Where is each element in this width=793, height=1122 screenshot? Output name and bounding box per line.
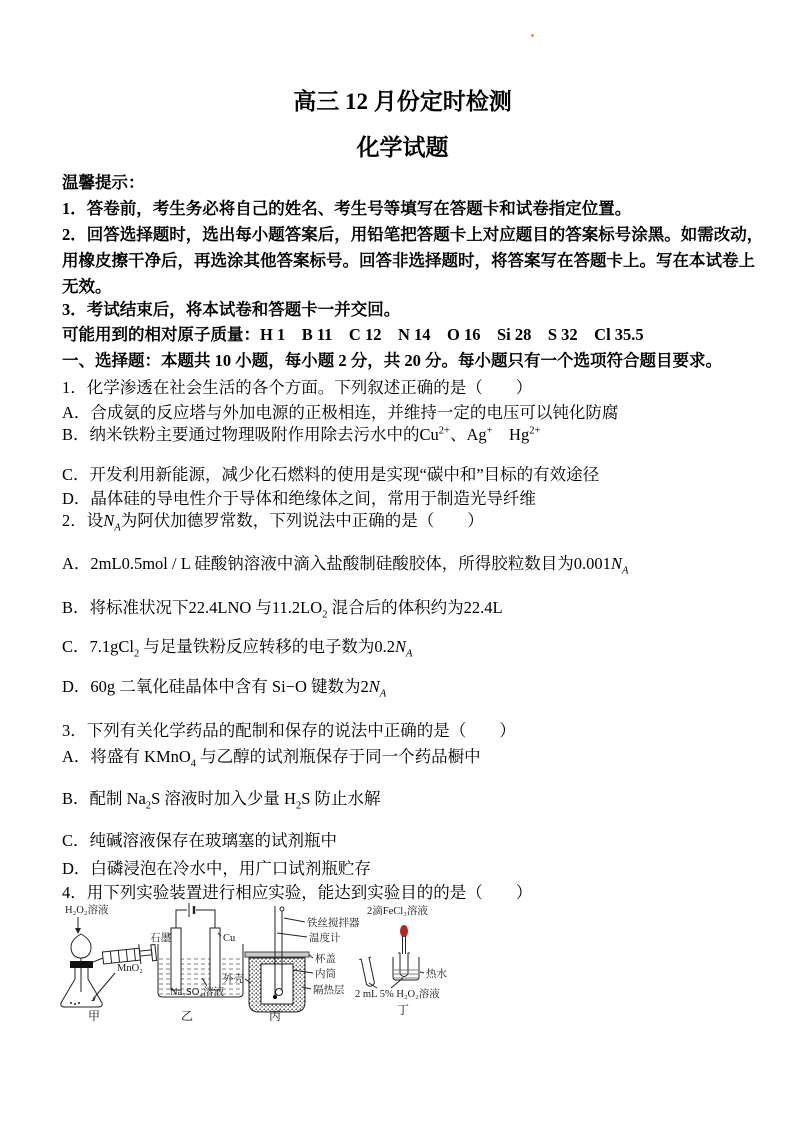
ding-inner-test-tube: [398, 953, 410, 977]
exam-title: 高三 12 月份定时检测: [293, 89, 512, 114]
ding-left-test-tube: [359, 957, 377, 987]
jia-funnel-bulb: [71, 934, 91, 958]
apparatus-jia-diagram: [61, 903, 157, 1023]
bing-inner-cup: [261, 964, 293, 1004]
question-2-option-d: D．60g 二氧化硅晶体中含有 Si−O 键数为$2N_A$: [62, 677, 387, 700]
bing-thermometer-label: 温度计: [309, 933, 341, 944]
question-3-stem: 3．下列有关化学药品的配制和保存的说法中正确的是（ ）: [62, 721, 516, 740]
ding-beaker: [393, 957, 419, 980]
yi-copper-electrode: [210, 928, 220, 990]
section-1-header: 一、选择题：本题共 10 小题，每小题 2 分，共 20 分。每小题只有一个选项符合题目要求。: [62, 351, 722, 370]
notice-item-1: 1．答卷前，考生务必将自己的姓名、考生号等填写在答题卡和试卷指定位置。: [62, 199, 632, 218]
apparatus-bing-diagram: [223, 906, 360, 1023]
jia-reagent-label: H₂O₂溶液: [65, 905, 109, 916]
atomic-masses-line: 可能用到的相对原子质量：H 1 B 11 C 12 N 14 O 16 Si 28 S 32 Cl 35.5: [62, 325, 644, 344]
notice-item-3: 3．考试结束后，将本试卷和答题卡一并交回。: [62, 300, 401, 319]
question-2-option-c: C．7.1gCl$_2$ 与足量铁粉反应转移的电子数为$0.2N_A$: [62, 637, 413, 660]
yi-wire-left: [176, 910, 187, 928]
notice-item-2-line3: 无效。: [62, 277, 112, 296]
question-2-option-a: A．2mL0.5mol / L 硅酸钠溶液中滴入盐酸制硅酸胶体，所得胶粒数目为$0.001N_A$: [62, 554, 629, 577]
ding-water: [394, 970, 418, 978]
question-3-option-b: B．配制 $Na_2S$ 溶液时加入少量 $H_2S$ 防止水解: [62, 789, 381, 812]
yi-solution-label: Na₂SO₄溶液: [170, 987, 224, 998]
question-1-option-a: A．合成氨的反应塔与外加电源的正极相连，并维持一定的电压可以钝化防腐: [62, 403, 619, 422]
jia-stopper: [70, 961, 93, 968]
yi-graphite-electrode: [171, 928, 181, 990]
question-1-stem: 1．化学渗透在社会生活的各个方面。下列叙述正确的是（ ）: [62, 378, 533, 397]
bing-stirrer-handle: [280, 907, 284, 911]
notice-item-2-line2: 用橡皮擦干净后，再选涂其他答案标号。回答非选择题时，将答案写在答题卡上。写在本试卷上: [62, 251, 755, 270]
yi-left-electrode-label: 石墨: [150, 933, 171, 944]
question-4-apparatus-figure: [55, 900, 495, 1040]
bing-insulation-label: 隔热层: [313, 985, 345, 996]
ding-drops-label: 2滴FeCl₃溶液: [367, 906, 428, 917]
question-3-option-c: C．纯碱溶液保存在玻璃塞的试剂瓶中: [62, 831, 338, 850]
ding-solution-label: 2 mL 5% H₂O₂溶液: [355, 989, 440, 1000]
bing-inner-cup-label: 内筒: [315, 969, 336, 980]
bing-caption: 丙: [269, 1009, 282, 1023]
question-1-option-d: D．晶体硅的导电性介于导体和绝缘体之间，常用于制造光导纤维: [62, 489, 536, 508]
yi-wire-right: [196, 910, 215, 928]
question-3-option-d: D．白磷浸泡在冷水中，用广口试剂瓶贮存: [62, 859, 371, 878]
apparatus-yi-diagram: [150, 903, 243, 1023]
question-2-stem: 2．设$N_A$为阿伏加德罗常数，下列说法中正确的是（ ）: [62, 511, 484, 534]
bing-lid: [245, 952, 309, 957]
question-4-stem: 4．用下列实验装置进行相应实验，能达到实验目的的是（ ）: [62, 883, 533, 902]
scan-artifact-dot: [531, 34, 534, 37]
question-1-option-b: B．纳米铁粉主要通过物理吸附作用除去污水中的$Cu^{2+}$、Ag+ $Hg^{2+}$: [62, 425, 541, 444]
jia-catalyst-label: MnO₂: [117, 963, 143, 974]
jia-caption: 甲: [88, 1009, 101, 1023]
bing-shell-label: 外壳: [223, 974, 244, 985]
yi-caption: 乙: [181, 1009, 194, 1023]
notice-item-2-line1: 2．回答选择题时，选出每小题答案后，用铅笔把答题卡上对应题目的答案标号涂黑。如需改动，: [62, 225, 764, 244]
subject-title: 化学试题: [356, 135, 449, 160]
question-3-option-a: A．将盛有 KMnO$_4$ 与乙醇的试剂瓶保存于同一个药品橱中: [62, 747, 481, 770]
ding-dropper-bulb: [400, 925, 408, 937]
question-2-option-b: B．将标准状况下22.4LNO 与$11.2LO_2$ 混合后的体积约为22.4L: [62, 598, 503, 621]
apparatus-ding-diagram: [355, 904, 447, 1017]
jia-arrowhead: [75, 928, 81, 934]
bing-stirrer-label: 铁丝搅拌器: [307, 918, 360, 929]
notice-heading: 温馨提示：: [62, 173, 145, 192]
ding-hot-water-label: 热水: [426, 969, 447, 980]
ding-caption: 丁: [397, 1003, 410, 1017]
question-1-option-c: C．开发利用新能源，减少化石燃料的使用是实现“碳中和”目标的有效途径: [62, 465, 600, 484]
yi-right-electrode-label: Cu: [223, 933, 236, 944]
bing-lid-label: 杯盖: [315, 954, 336, 965]
